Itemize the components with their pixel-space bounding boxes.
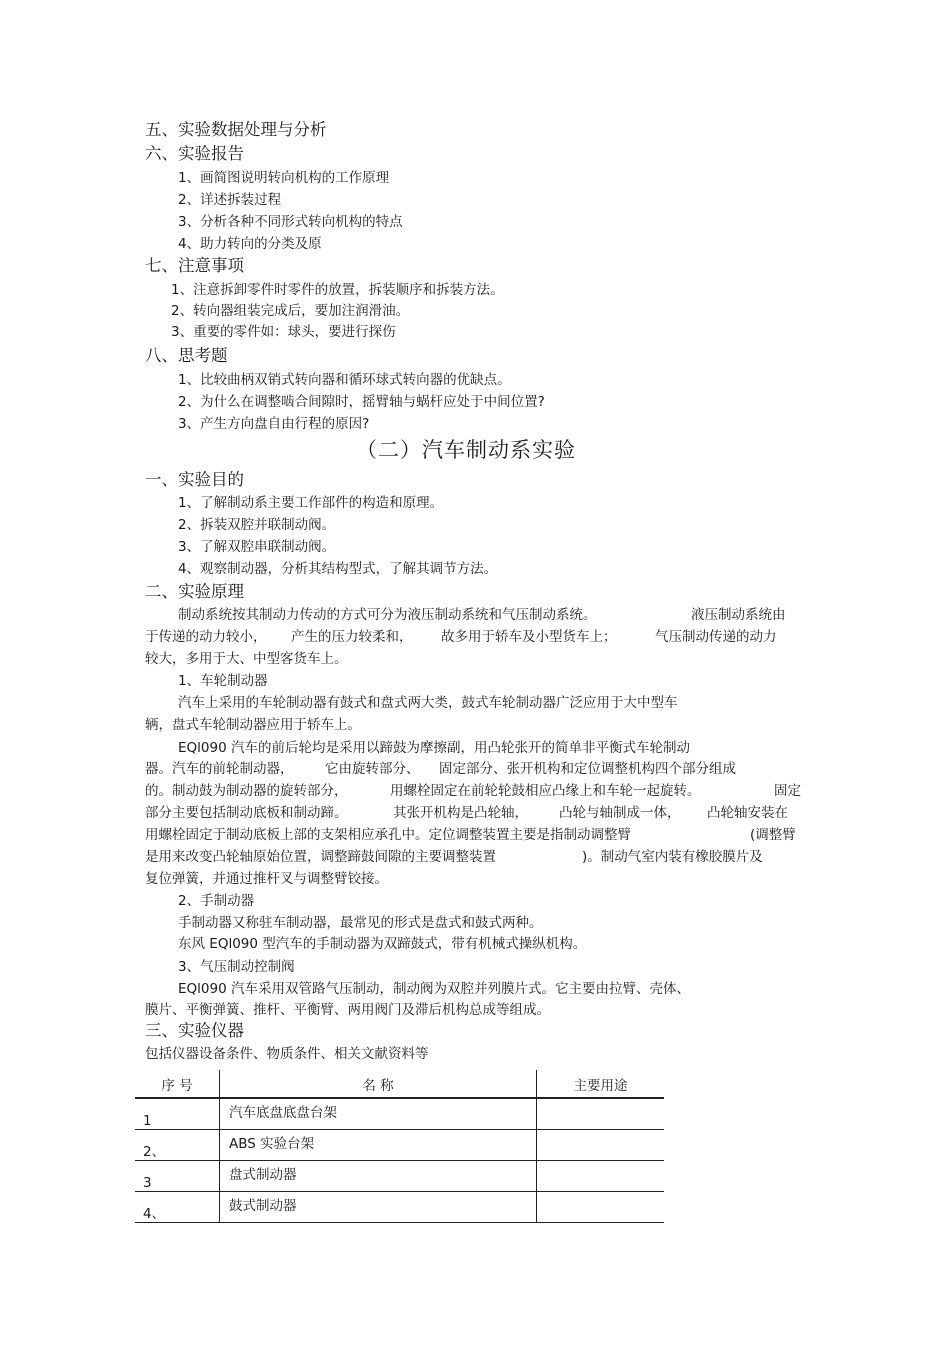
list-item: 2、为什么在调整啮合间隙时，摇臂轴与蜗杆应处于中间位置? xyxy=(178,394,545,410)
table-cell: 4、 xyxy=(135,1192,220,1223)
paragraph-text: 汽车上采用的车轮制动器有鼓式和盘式两大类，鼓式车轮制动器广泛应用于大中型车 xyxy=(178,695,678,711)
table-row xyxy=(135,1161,664,1192)
paragraph-text: 故多用于轿车及小型货车上； xyxy=(441,629,617,645)
subsection-heading: 1、车轮制动器 xyxy=(178,673,268,689)
list-item: 2、转向器组装完成后，要加注润滑油。 xyxy=(171,303,410,319)
table-cell: 盘式制动器 xyxy=(220,1161,537,1192)
table-cell xyxy=(537,1192,665,1223)
paragraph-text: 气压制动传递的动力 xyxy=(655,629,777,645)
table-cell: ABS 实验台架 xyxy=(220,1130,537,1161)
list-item: 1、了解制动系主要工作部件的构造和原理。 xyxy=(178,495,444,511)
paragraph-text: 复位弹簧，并通过推杆叉与调整臂铰接。 xyxy=(145,871,388,887)
table-row xyxy=(135,1192,664,1223)
paragraph-text: 它由旋转部分、 xyxy=(325,761,420,777)
section-heading-principle: 二、实验原理 xyxy=(145,582,244,601)
table-cell: 3 xyxy=(135,1161,220,1192)
table-cell: 1 xyxy=(135,1098,220,1130)
list-item: 3、重要的零件如：球头，要进行探伤 xyxy=(171,324,396,340)
list-item: 1、比较曲柄双销式转向器和循环球式转向器的优缺点。 xyxy=(178,372,511,388)
section-heading-5: 五、实验数据处理与分析 xyxy=(145,120,327,139)
paragraph-text: 其张开机构是凸轮轴， xyxy=(393,805,528,821)
paragraph-text: 制动系统按其制动力传动的方式可分为液压制动系统和气压制动系统。 xyxy=(178,607,597,623)
section-description: 包括仪器设备条件、物质条件、相关文献资料等 xyxy=(145,1046,429,1062)
paragraph-text: 是用来改变凸轮轴原始位置，调整蹄鼓间隙的主要调整装置 xyxy=(145,849,496,865)
table-row xyxy=(135,1098,664,1130)
part-title: （二）汽车制动系实验 xyxy=(356,438,576,462)
list-item: 1、注意拆卸零件时零件的放置，拆装顺序和拆装方法。 xyxy=(171,282,504,298)
list-item: 1、画简图说明转向机构的工作原理 xyxy=(178,170,390,186)
paragraph-text: 的。制动鼓为制动器的旋转部分， xyxy=(145,783,348,799)
paragraph-text: 部分主要包括制动底板和制动蹄。 xyxy=(145,805,348,821)
paragraph-text: (调整臂 xyxy=(750,827,796,843)
table-cell xyxy=(537,1098,665,1130)
table-cell xyxy=(537,1161,665,1192)
paragraph-text: 用螺栓固定于制动底板上部的支架相应承孔中。定位调整装置主要是指制动调整臂 xyxy=(145,827,631,843)
table-cell: 汽车底盘底盘台架 xyxy=(220,1098,537,1130)
paragraph-text: 产生的压力较柔和， xyxy=(291,629,413,645)
table-cell: 2、 xyxy=(135,1130,220,1161)
list-item: 3、产生方向盘自由行程的原因? xyxy=(178,416,370,432)
paragraph-text: 膜片、平衡弹簧、推杆、平衡臂、两用阀门及滞后机构总成等组成。 xyxy=(145,1002,550,1018)
section-heading-6: 六、实验报告 xyxy=(145,144,244,163)
paragraph-text: EQl090 汽车采用双管路气压制动，制动阀为双腔并列膜片式。它主要由拉臂、壳体、 xyxy=(178,981,690,997)
table-row xyxy=(135,1130,664,1161)
column-header: 序 号 xyxy=(135,1070,220,1098)
table-cell xyxy=(537,1130,665,1161)
paragraph-text: 辆，盘式车轮制动器应用于轿车上。 xyxy=(145,717,361,733)
paragraph-text: 液压制动系统由 xyxy=(691,607,786,623)
subsection-heading: 2、手制动器 xyxy=(178,893,255,909)
column-header: 名 称 xyxy=(220,1070,537,1098)
paragraph-text: 较大，多用于大、中型客货车上。 xyxy=(145,651,348,667)
paragraph-text: 东风 EQl090 型汽车的手制动器为双蹄鼓式，带有机械式操纵机构。 xyxy=(178,936,587,952)
paragraph-text: 器。汽车的前轮制动器， xyxy=(145,761,294,777)
paragraph-text: 凸轮与轴制成一体， xyxy=(559,805,681,821)
section-heading-7: 七、注意事项 xyxy=(145,256,244,275)
paragraph-text: 于传递的动力较小， xyxy=(145,629,267,645)
paragraph-text: 用螺栓固定在前轮轮鼓相应凸缘上和车轮一起旋转。 xyxy=(390,783,701,799)
column-header: 主要用途 xyxy=(537,1070,665,1098)
paragraph-text: EQl090 汽车的前后轮均是采用以蹄鼓为摩擦副，用凸轮张开的简单非平衡式车轮制动 xyxy=(178,740,690,756)
list-item: 4、助力转向的分类及原 xyxy=(178,236,322,252)
list-item: 2、拆装双腔并联制动阀。 xyxy=(178,517,336,533)
paragraph-text: 凸轮轴安装在 xyxy=(707,805,788,821)
paragraph-text: 固定部分、张开机构和定位调整机构四个部分组成 xyxy=(439,761,736,777)
subsection-heading: 3、气压制动控制阀 xyxy=(178,959,295,975)
list-item: 4、观察制动器，分析其结构型式，了解其调节方法。 xyxy=(178,561,498,577)
list-item: 3、了解双腔串联制动阀。 xyxy=(178,539,336,555)
section-heading-purpose: 一、实验目的 xyxy=(145,470,244,489)
section-heading-instruments: 三、实验仪器 xyxy=(145,1021,244,1040)
paragraph-text: 手制动器又称驻车制动器，最常见的形式是盘式和鼓式两种。 xyxy=(178,915,543,931)
table-header-row xyxy=(135,1070,664,1098)
paragraph-text: 固定 xyxy=(774,783,801,799)
table-cell: 鼓式制动器 xyxy=(220,1192,537,1223)
instrument-table xyxy=(135,1070,664,1223)
paragraph-text: )。制动气室内装有橡胶膜片及 xyxy=(582,849,763,865)
list-item: 2、详述拆装过程 xyxy=(178,192,282,208)
list-item: 3、分析各种不同形式转向机构的特点 xyxy=(178,214,403,230)
section-heading-8: 八、思考题 xyxy=(145,346,228,365)
